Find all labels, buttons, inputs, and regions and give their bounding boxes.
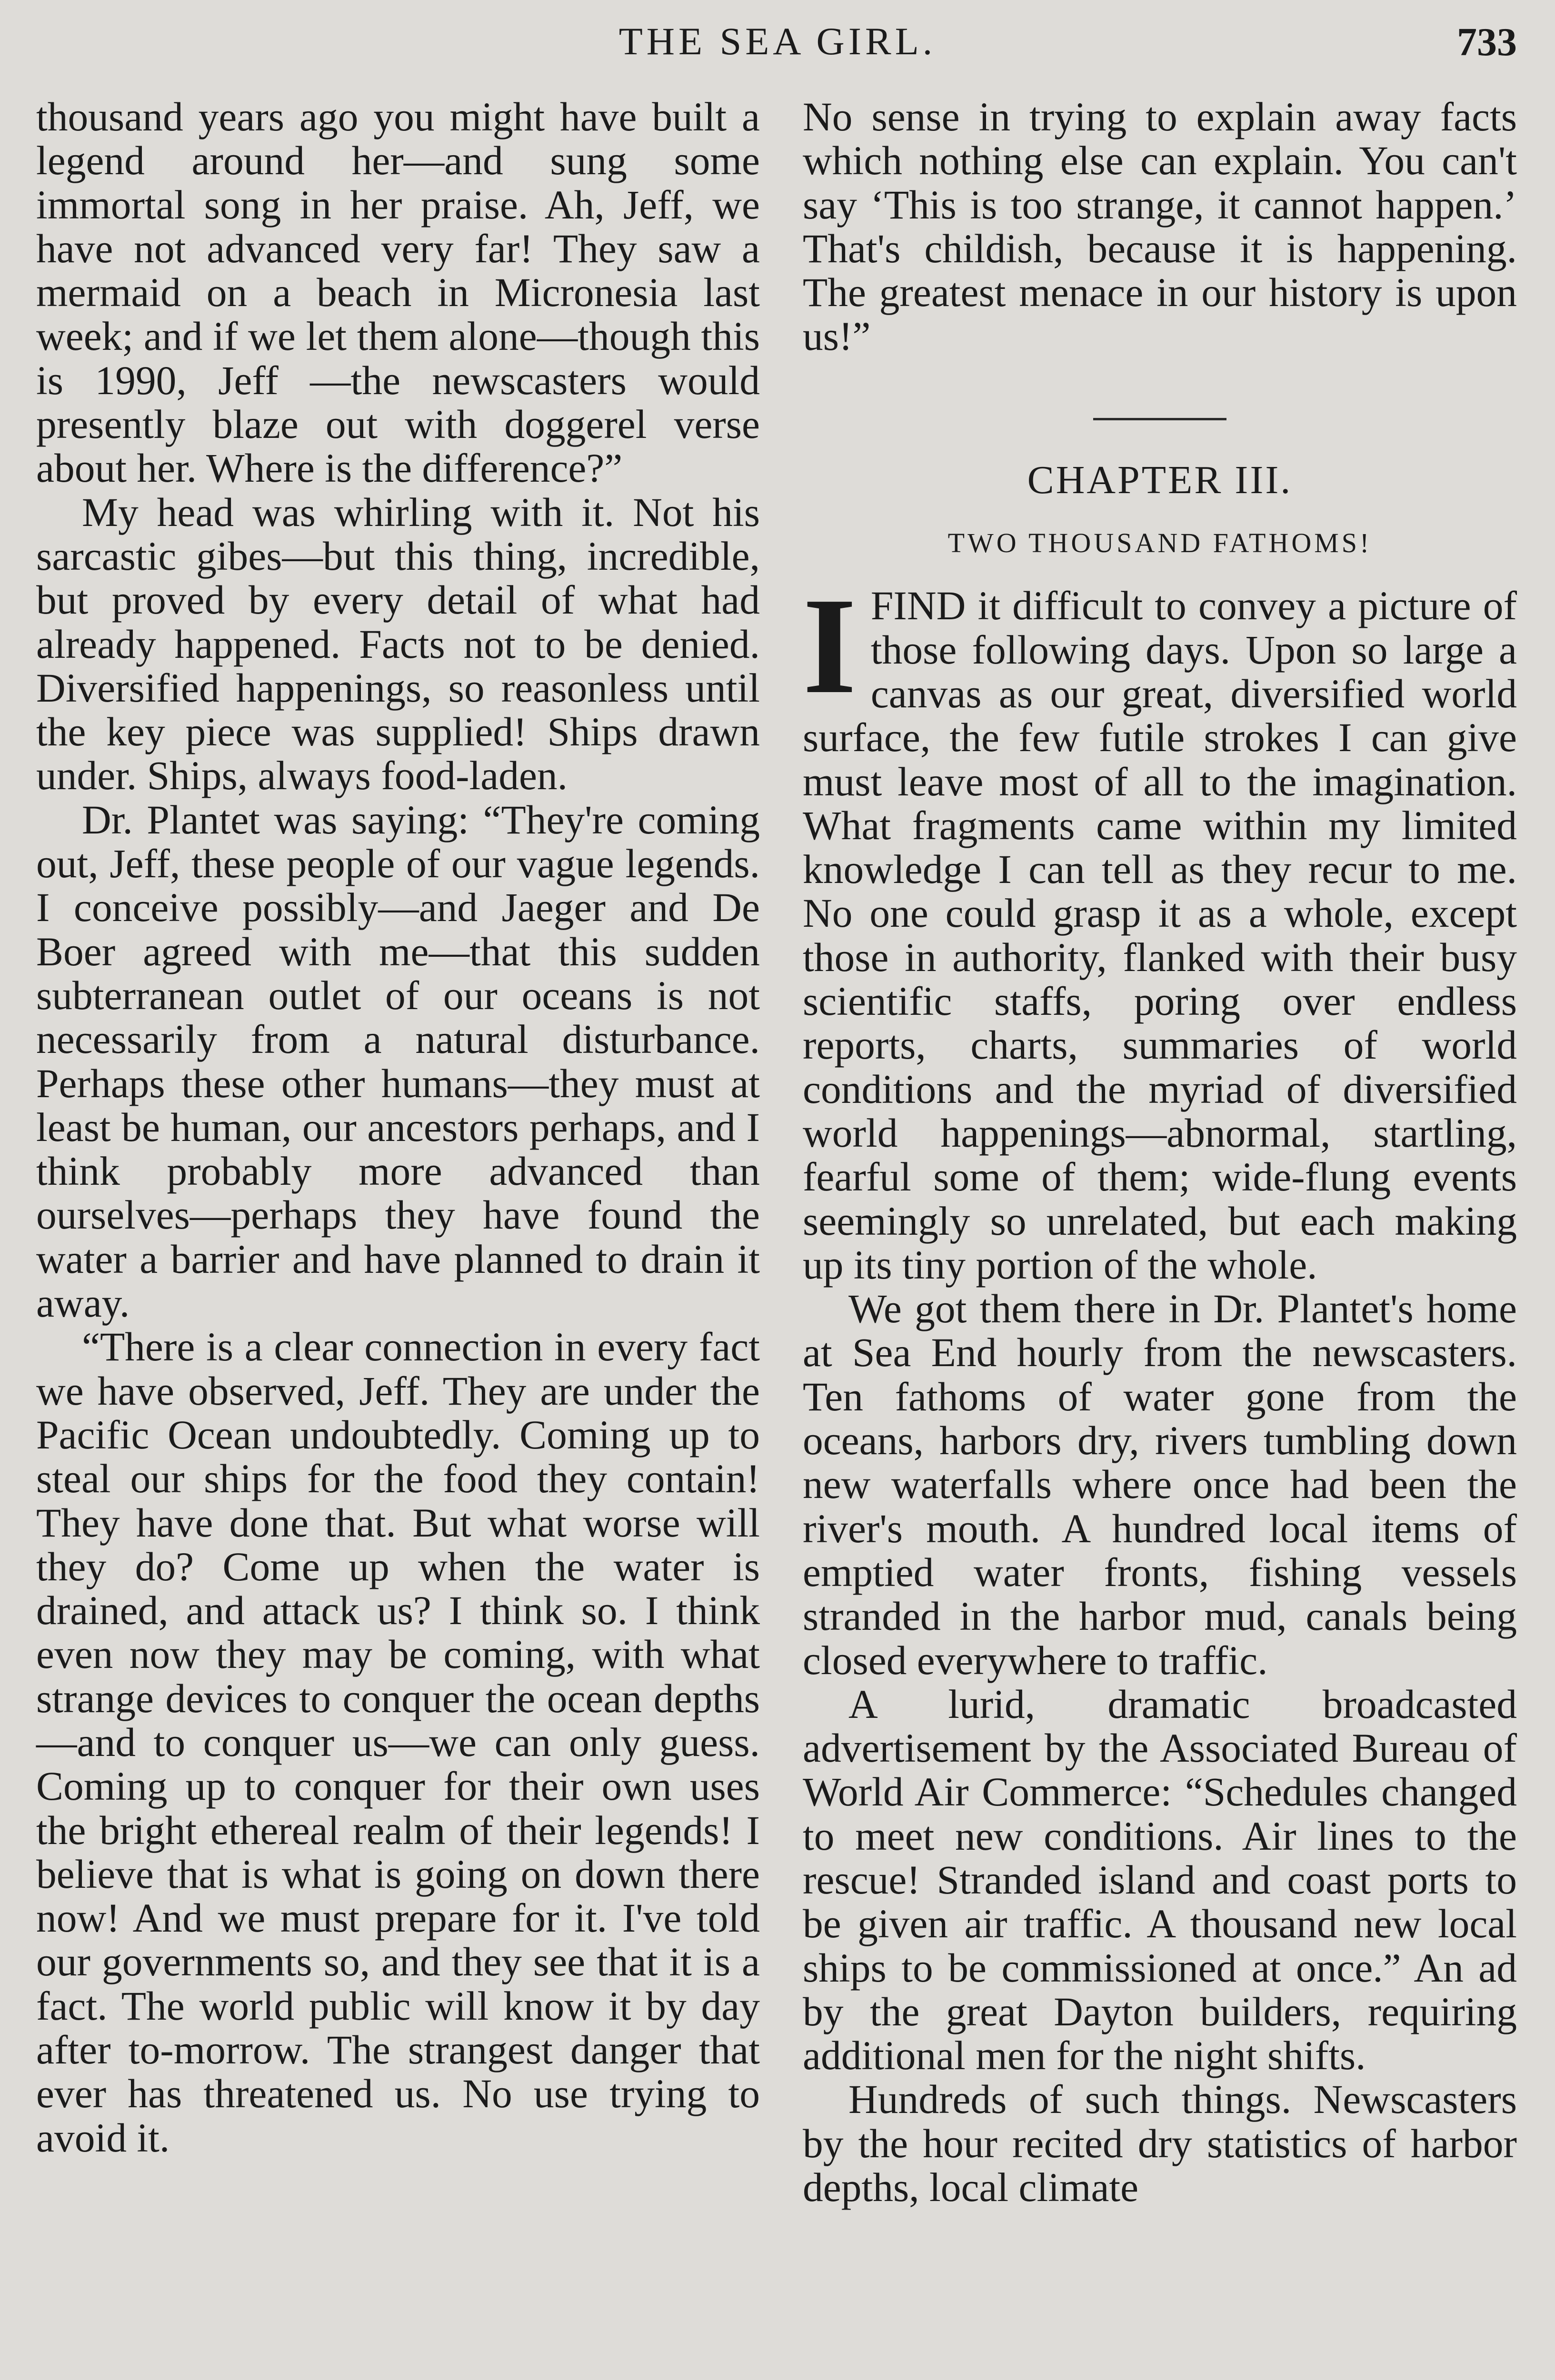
chapter-first-paragraph (803, 569, 1517, 1288)
left-paragraph-1: thousand years ago you might have built a legend around her—and sung some immortal song in her praise. Ah, Jeff, we have not advanced very far! They saw a mermaid on a beach in Micronesia last week; and if we let them alone—though this is 1990, Jeff —the newscasters would presently blaze out with doggerel verse about her. Where is the difference?” (36, 95, 760, 491)
chapter-first-paragraph-text: FIND it difficult to convey a picture of those following days. Upon so large a canvas as our great, diversified world surface, the few futile strokes I can give must leave most of all to the imagination. What fragments came within my limited knowledge I can tell as they recur to me. No one could grasp it as a whole, except those in authority, flanked with their busy scientific staffs, poring over endless reports, charts, summaries of world conditions and the myriad of diversified world happenings—abnormal, startling, fearful some of them; wide-flung events seemingly so unrelated, but each making up its tiny portion of the whole. (803, 584, 1517, 1288)
chapter-title: CHAPTER III. (1027, 457, 1293, 502)
running-title: THE SEA GIRL. (618, 20, 937, 63)
page-number: 733 (1457, 20, 1517, 64)
left-paragraph-4: “There is a clear connection in every fact we have observed, Jeff. They are under the Pacific Ocean undoubtedly. Coming up to steal our ships for the food they contain! They have done that. But what worse will they do? Come up when the water is drained, and attack us? I think so. I think even now they may be coming, with what strange devices to conquer the ocean depths—and to conquer us—we can only guess. Coming up to conquer for their own uses the bright ethereal realm of their legends! I believe that is what is going on down there now! And we must prepare for it. I've told our governments so, and they see that it is a fact. The world public will know it by day after to-morrow. The strangest danger that ever has threatened us. No use trying to avoid it. (36, 1325, 760, 2161)
section-divider (1093, 418, 1226, 420)
right-column (803, 95, 1517, 2210)
right-paragraph-2: We got them there in Dr. Plantet's home at Sea End hourly from the newscasters. Ten fathoms of water gone from the oceans, harbors dry, rivers tumbling down new waterfalls where once had been the river's mouth. A hundred local items of emptied water fronts, fishing vessels stranded in the harbor mud, canals being closed everywhere to traffic. (803, 1287, 1517, 1683)
page-header (33, 14, 1522, 71)
chapter-subtitle: TWO THOUSAND FATHOMS! (947, 527, 1372, 559)
left-paragraph-3: Dr. Plantet was saying: “They're coming out, Jeff, these people of our vague legends. I conceive possibly—and Jaeger and De Boer agreed with me—that this sudden subterranean outlet of our oceans is not necessarily from a natural disturbance. Perhaps these other humans—they must at least be human, our ancestors perhaps, and I think probably more advanced than ourselves—perhaps they have found the water a barrier and have planned to drain it away. (36, 797, 760, 1326)
right-opening-paragraph: No sense in trying to explain away facts which nothing else can explain. You can't say ‘This is too strange, it cannot happen.’ That's childish, because it is happening. The greatest menace in our history is upon us!” (803, 95, 1517, 359)
right-paragraph-4: Hundreds of such things. Newscasters by the hour recited dry statistics of harbor depths, local climate (803, 2077, 1517, 2211)
drop-cap: I (803, 569, 857, 723)
left-column (36, 95, 760, 2160)
right-paragraph-3: A lurid, dramatic broadcasted advertisement by the Associated Bureau of World Air Commerce: “Schedules changed to meet new conditions. Air lines to the rescue! Stranded island and coast ports to be given air traffic. A thousand new local ships to be commissioned at once.” An ad by the great Dayton builders, requiring additional men for the night shifts. (803, 1682, 1517, 2079)
left-paragraph-2: My head was whirling with it. Not his sarcastic gibes—but this thing, incredible, but proved by every detail of what had already happened. Facts not to be denied. Diversified happenings, so reasonless until the key piece was supplied! Ships drawn under. Ships, always food-laden. (36, 490, 760, 799)
